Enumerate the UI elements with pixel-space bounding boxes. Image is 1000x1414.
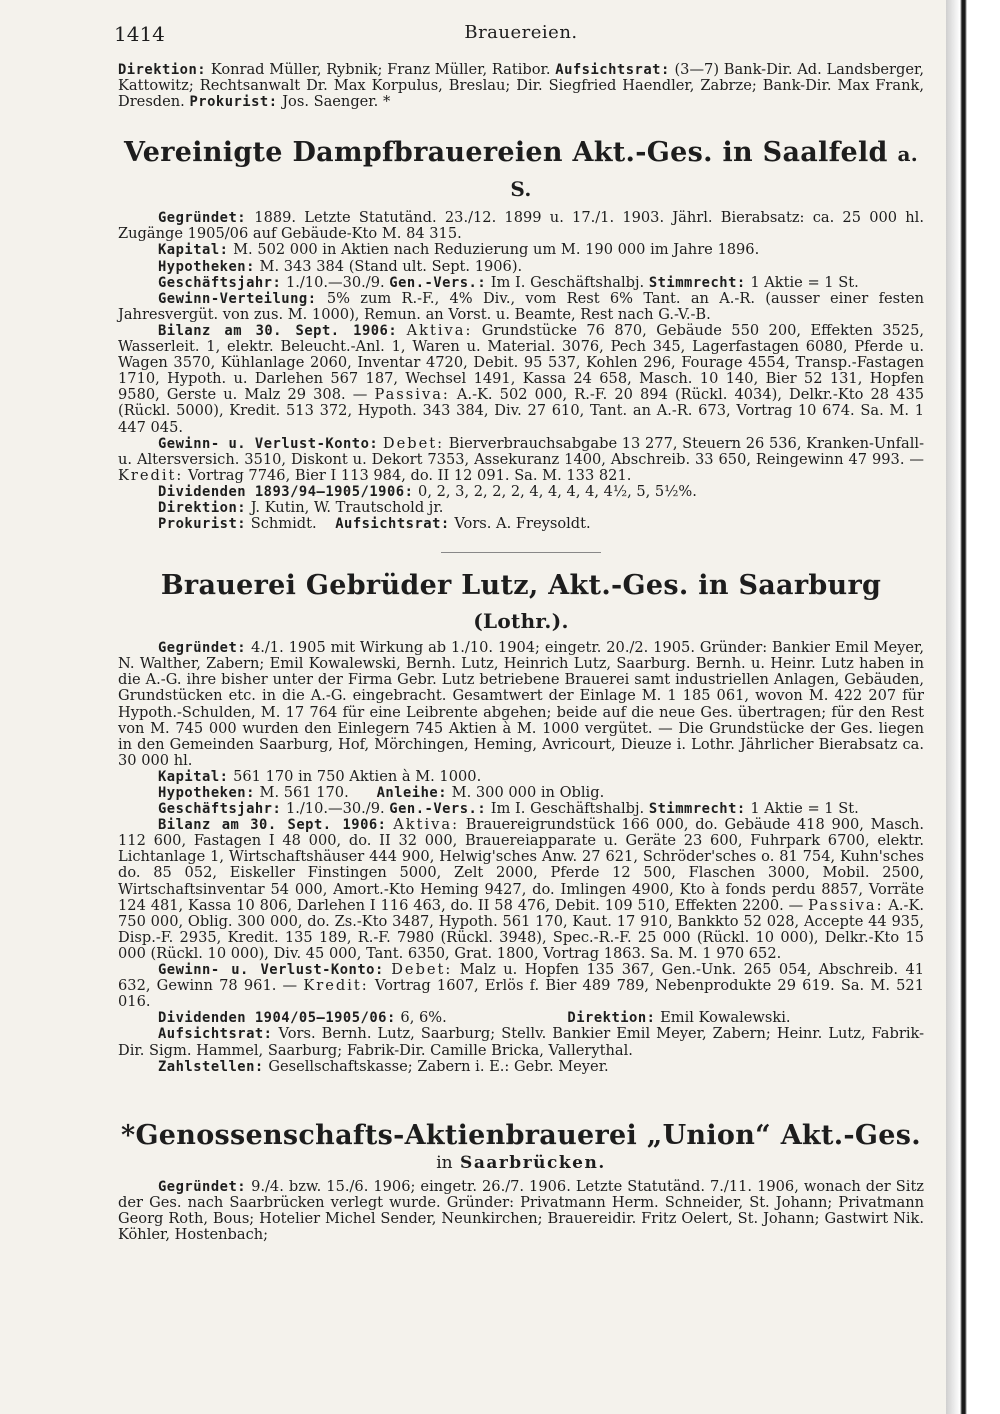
- debet-word: Debet:: [382, 434, 445, 452]
- gegruendet-text: 9./4. bzw. 15./6. 1906; eingetr. 26./7. 1906. Letzte Statutänd. 7./11. 1906, wonach der Sitz der Ges. nach Saarbrücken verlegt wurde. Gründer: Privatmann Herm. Schneider, St. Johann; Privatmann Georg Roth, Bous; Hotelier Michel Sender, Neunkirchen; Brauereidir. Fritz Oelert, St. Johann; Gastwirt Nik. Köhler, Hostenbach;: [118, 1177, 924, 1243]
- dividenden-text: 6, 6%.: [400, 1009, 447, 1027]
- gewinnverteilung-text: 5% zum R.-F., 4% Div., vom Rest 6% Tant. an A.-R. (ausser einer festen Jahresvergüt. von zus. M. 1000), Remun. an Vorst. u. Beamte, Rest nach G.-V.-B.: [118, 289, 924, 323]
- gegruendet-text: 1889. Letzte Statutänd. 23./12. 1899 u. 17./1. 1903. Jährl. Bierabsatz: ca. 25 000 hl. Zugänge 1905/06 auf Gebäude-Kto M. 84 315.: [118, 209, 924, 243]
- label-zahlstellen: Zahlstellen:: [158, 1058, 264, 1075]
- prokurist-text: Jos. Saenger. *: [282, 93, 391, 111]
- entry-saarburg: [118, 569, 924, 1075]
- label-gegruendet: Gegründet:: [158, 210, 247, 227]
- geschaeftsjahr-text: 1./10.—30./9.: [285, 273, 385, 291]
- entry-title: *Genossenschafts-Aktienbrauerei „Union“ Akt.-Ges.: [121, 1119, 921, 1151]
- label-stimmrecht: Stimmrecht:: [648, 801, 746, 818]
- scan-binding-edge: [946, 0, 1000, 1414]
- kredit-word: Kredit:: [118, 466, 184, 484]
- label-bilanz: Bilanz am 30. Sept. 1906:: [158, 322, 398, 339]
- kredit-word: Kredit:: [303, 977, 369, 995]
- zahlstellen-text: Gesellschaftskasse; Zabern i. E.: Gebr. Meyer.: [268, 1057, 609, 1075]
- bilanz-passiva-text: A.-K. 750 000, Oblig. 300 000, do. Zs.-Kto 3487, Hypoth. 561 170, Kaut. 17 910, Bankkto 52 028, Accepte 44 935, Disp.-F. 2935, Kredit. 135 189, R.-F. 7980 (Rückl. 3948), Spec.-R.-F. 25 000 (Rückl. 10 000), Delkr.-Kto 15 000 (Rückl. 10 000), Div. 45 000, Tant. 6350, Grat. 1800, Vortrag 1863. Sa. M. 1 970 652.: [118, 896, 925, 962]
- direktion-text: J. Kutin, W. Trautschold jr.: [250, 498, 444, 516]
- bilanz-aktiva-text: Brauereigrundstück 166 000, do. Gebäude 418 900, Masch. 112 600, Fastagen I 48 000, do. II 32 000, Brauereiapparate u. Geräte 23 600, Fuhrpark 6700, elektr. Lichtanlage 1, Wirtschaftshäuser 444 900, Helwig'sches Anw. 27 621, Schröder'sches o. 81 754, Kuhn'sches do. 85 052, Eiskeller Finstingen 5000, Zelt 2000, Pferde 12 500, Flaschen 3000, Mobil. 2500, Wirtschaftsinventar 54 000, Amort.-Kto Heming 9427, do. Imlingen 4900, Kto à fonds perdu 8857, Vorräte 124 481, Kassa 10 806, Darlehen I 116 463, do. II 58 476, Debit. 109 510, Effekten 2200. —: [118, 816, 925, 914]
- label-stimmrecht: Stimmrecht:: [648, 274, 746, 291]
- label-gewinnverteilung: Gewinn-Verteilung:: [158, 290, 317, 307]
- genvers-text: Im I. Geschäftshalbj.: [490, 800, 645, 818]
- label-guv: Gewinn- u. Verlust-Konto:: [158, 435, 379, 452]
- label-direktion: Direktion:: [118, 62, 207, 78]
- entry-title-main: Vereinigte Dampfbrauereien Akt.-Ges. in Saalfeld: [124, 137, 888, 169]
- guv-debet-text: Malz u. Hopfen 135 367, Gen.-Unk. 265 054, Abschreib. 41 632, Gewinn 78 961. —: [118, 961, 925, 995]
- label-aufsichtsrat: Aufsichtsrat:: [158, 1026, 273, 1043]
- label-hypotheken: Hypotheken:: [158, 258, 255, 275]
- label-prokurist: Prokurist:: [158, 516, 247, 533]
- entry-title-suffix: a. S.: [510, 142, 918, 202]
- label-prokurist: Prokurist:: [189, 94, 278, 111]
- guv-kredit-text: Vortrag 1607, Erlös f. Bier 489 789, Nebenprodukte 29 619. Sa. M. 521 016.: [118, 977, 925, 1011]
- kapital-text: M. 502 000 in Aktien nach Reduzierung um M. 190 000 im Jahre 1896.: [233, 241, 760, 259]
- label-direktion: Direktion:: [158, 499, 247, 516]
- aktiva-word: Aktiva:: [393, 816, 460, 834]
- page-number: 1414: [114, 22, 165, 46]
- entry-saalfeld: [118, 136, 924, 532]
- entry-union-saarbruecken: [118, 1119, 924, 1243]
- label-gegruendet: Gegründet:: [158, 1178, 247, 1195]
- entry-title-main: Brauerei Gebrüder Lutz, Akt.-Ges. in Saarburg: [160, 570, 882, 602]
- hypotheken-text: M. 561 170.: [259, 784, 349, 801]
- anleihe-text: M. 300 000 in Oblig.: [451, 784, 605, 801]
- passiva-word: Passiva:: [374, 386, 450, 404]
- guv-kredit-text: Vortrag 7746, Bier I 113 984, do. II 12 091. Sa. M. 133 821.: [187, 466, 632, 484]
- subtitle-place: Saarbrücken.: [460, 1152, 606, 1173]
- label-kapital: Kapital:: [158, 768, 229, 785]
- prokurist-text: Schmidt.: [250, 515, 317, 533]
- entry-title: [118, 569, 924, 638]
- entry-previous-continuation: [118, 62, 924, 110]
- aufsichtsrat-text: (3—7) Bank-Dir. Ad. Landsberger, Kattowitz; Rechtsanwalt Dr. Max Korpulus, Breslau; Dir. Siegfried Haendler, Zabrze; Bank-Dir. Max Frank, Dresden.: [118, 61, 925, 111]
- entry-title: [118, 136, 924, 206]
- debet-word: Debet:: [391, 961, 453, 979]
- dividenden-text: 0, 2, 3, 2, 2, 2, 4, 4, 4, 4, 4½, 5, 5½%.: [418, 482, 697, 500]
- passiva-word: Passiva:: [808, 896, 884, 914]
- label-bilanz: Bilanz am 30. Sept. 1906:: [158, 817, 387, 834]
- label-geschaeftsjahr: Geschäftsjahr:: [158, 274, 282, 291]
- label-aufsichtsrat: Aufsichtsrat:: [555, 62, 670, 78]
- hypotheken-text: M. 343 384 (Stand ult. Sept. 1906).: [259, 257, 523, 275]
- bilanz-aktiva-text: Grundstücke 76 870, Gebäude 550 200, Effekten 3525, Wasserleit. 1, elektr. Beleucht.-Anl. 1, Waren u. Material. 3076, Pech 345, Lagerfastagen 6080, Pferde u. Wagen 3570, Kühlanlage 2060, Inventar 4720, Debit. 95 537, Kohlen 296, Fourage 4554, Transp.-Fastagen 1710, Hypoth. u. Darlehen 567 187, Wechsel 1491, Kassa 24 658, Masch. 10 140, Bier 52 131, Hopfen 9580, Gerste u. Malz 29 308. —: [118, 321, 925, 404]
- direktion-text: Emil Kowalewski.: [660, 1009, 791, 1027]
- label-guv: Gewinn- u. Verlust-Konto:: [158, 962, 384, 979]
- direktion-text: Konrad Müller, Rybnik; Franz Müller, Ratibor.: [210, 61, 551, 78]
- label-dividenden: Dividenden 1904/05—1905/06:: [158, 1010, 396, 1027]
- stimmrecht-text: 1 Aktie = 1 St.: [750, 800, 859, 818]
- label-aufsichtsrat: Aufsichtsrat:: [335, 516, 450, 533]
- genvers-text: Im I. Geschäftshalbj.: [490, 273, 645, 291]
- subtitle-in: in: [436, 1152, 453, 1173]
- geschaeftsjahr-text: 1./10.—30./9.: [285, 800, 385, 818]
- aufsichtsrat-text: Vors. A. Freysoldt.: [454, 515, 591, 533]
- label-geschaeftsjahr: Geschäftsjahr:: [158, 801, 282, 818]
- stimmrecht-text: 1 Aktie = 1 St.: [750, 273, 859, 291]
- guv-debet-text: Bierverbrauchsabgabe 13 277, Steuern 26 536, Kranken-Unfall- u. Altersversich. 3510, Diskont u. Dekort 7353, Assekuranz 1400, Abschreib. 33 650, Reingewinn 47 993. —: [118, 434, 924, 468]
- label-genvers: Gen.-Vers.:: [389, 274, 487, 291]
- gegruendet-text: 4./1. 1905 mit Wirkung ab 1./10. 1904; eingetr. 20./2. 1905. Gründer: Bankier Emil Meyer, N. Walther, Zabern; Emil Kowalewski, Bernh. Lutz, Heinrich Lutz, Saarburg. Bernh. u. Heinr. Lutz haben in die A.-G. ihre bisher unter der Firma Gebr. Lutz betriebene Brauerei samt industriellen Anlagen, Gebäuden, Grundstücken etc. in die A.-G. eingebracht. Gesamtwert der Einlage M. 1 185 061, wovon M. 422 207 für Hypoth.-Schulden, M. 17 764 für eine Leibrente abgehen; beide auf die neue Ges. übertragen; für den Rest von M. 745 000 wurden den Einlegern 745 Aktien à M. 1000 vergütet. — Die Grundstücke der Ges. liegen in den Gemeinden Saarburg, Hof, Mörchingen, Heming, Avricourt, Dieuze i. Lothr. Jährlicher Bierabsatz ca. 30 000 hl.: [118, 639, 924, 769]
- aufsichtsrat-text: Vors. Bernh. Lutz, Saarburg; Stellv. Bankier Emil Meyer, Zabern; Heinr. Lutz, Fabrik-Dir. Sigm. Hammel, Saarburg; Fabrik-Dir. Camille Bricka, Vallerythal.: [118, 1025, 925, 1059]
- label-genvers: Gen.-Vers.:: [389, 801, 487, 818]
- document-page: [114, 22, 925, 1243]
- label-hypotheken: Hypotheken:: [158, 785, 255, 801]
- label-gegruendet: Gegründet:: [158, 640, 247, 657]
- label-direktion: Direktion:: [567, 1010, 656, 1027]
- page-header: [114, 22, 924, 52]
- section-divider: [441, 552, 601, 553]
- label-anleihe: Anleihe:: [376, 785, 448, 801]
- label-dividenden: Dividenden 1893/94—1905/1906:: [158, 483, 414, 500]
- kapital-text: 561 170 in 750 Aktien à M. 1000.: [233, 767, 482, 785]
- running-title: Brauereien.: [464, 22, 578, 43]
- label-kapital: Kapital:: [158, 242, 229, 259]
- bilanz-passiva-text: A.-K. 502 000, R.-F. 20 894 (Rückl. 4034), Delkr.-Kto 28 435 (Rückl. 5000), Kredit. 513 372, Hypoth. 343 384, Div. 27 610, Tant. an A.-R. 673, Vortrag 10 674. Sa. M. 1 447 045.: [118, 386, 925, 436]
- entry-subtitle: [118, 1153, 924, 1173]
- aktiva-word: Aktiva:: [406, 321, 473, 339]
- entry-title-suffix: (Lothr.).: [473, 609, 569, 634]
